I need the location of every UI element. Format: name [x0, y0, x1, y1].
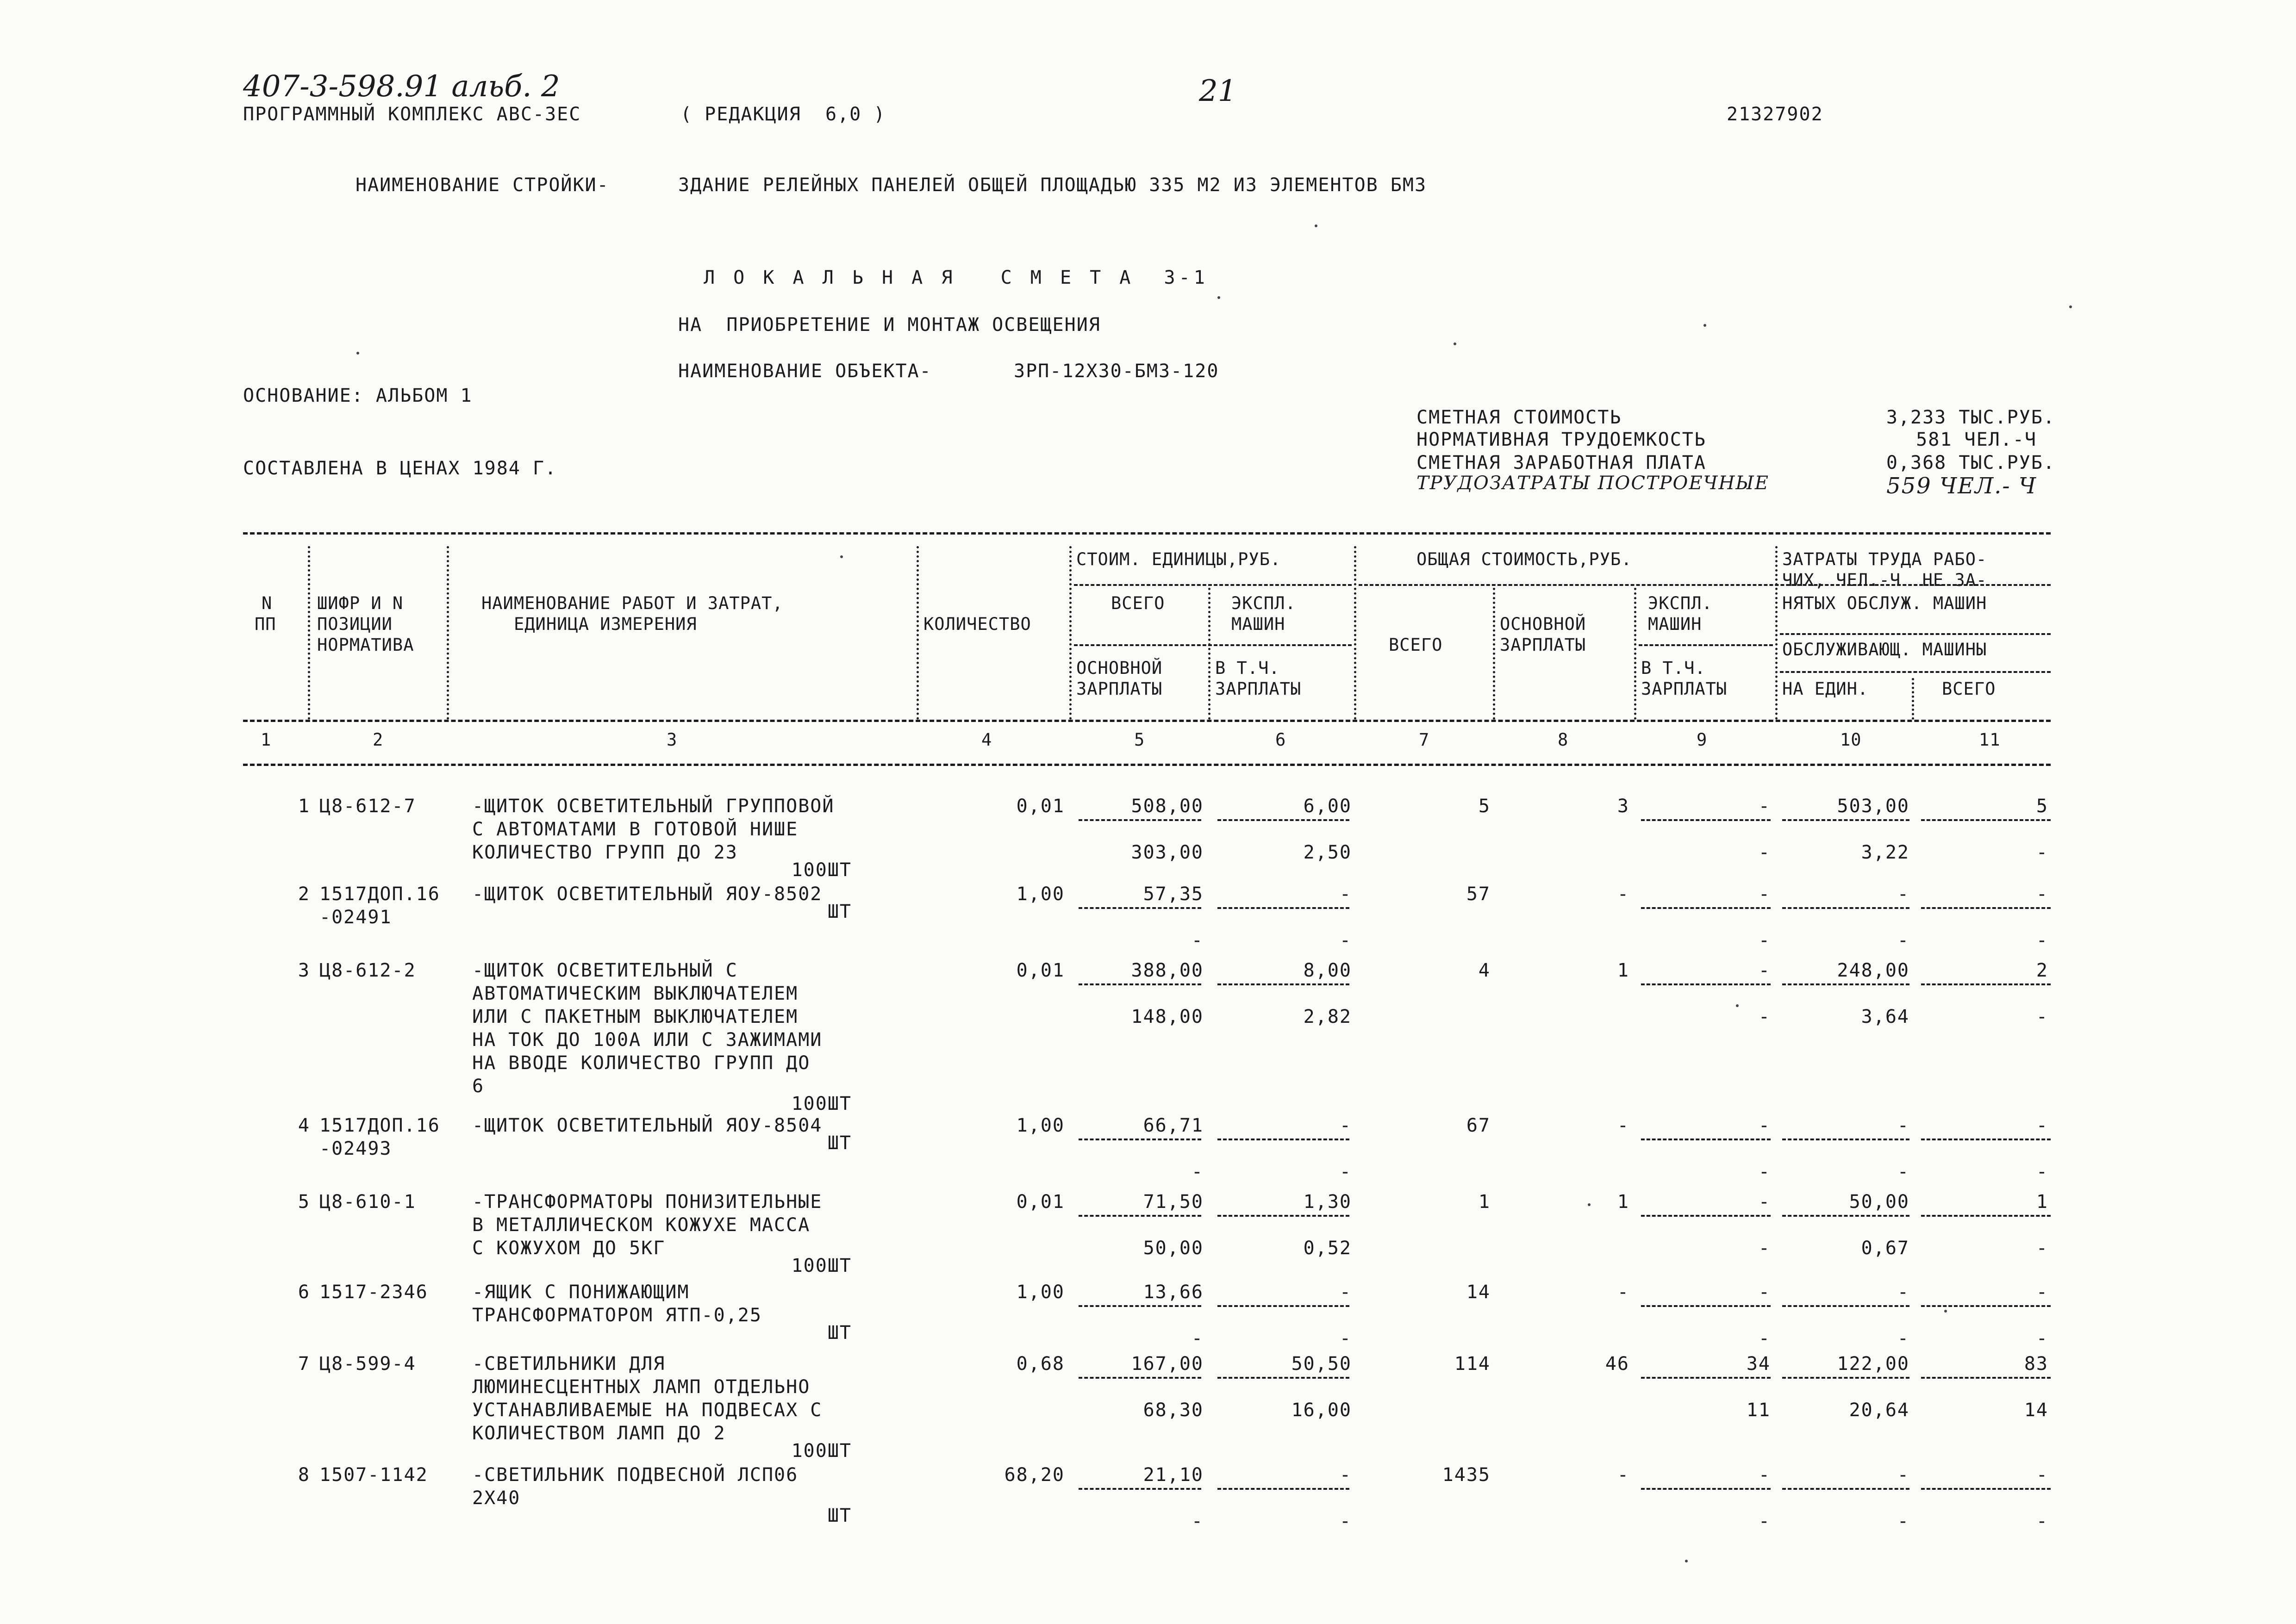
object-value: ЗРП-12Х30-БМЗ-120 [1014, 361, 1219, 382]
header-base-salary: ОСНОВНОЙ [1076, 658, 1163, 678]
header-base-salary: ЗАРПЛАТЫ [1076, 679, 1163, 699]
row-name: -ЩИТОК ОСВЕТИТЕЛЬНЫЙ ЯОУ-8504 [472, 1115, 823, 1136]
row-total: 1435 [1442, 1464, 1491, 1486]
header-rule [1639, 644, 1773, 646]
row-code: 1507-1142 [319, 1464, 428, 1486]
row-incl-salary: - [1758, 1511, 1771, 1532]
row-incl-salary: - [1758, 1238, 1771, 1259]
row-quantity: 68,20 [1004, 1464, 1065, 1486]
row-total: 1 [1478, 1191, 1491, 1213]
summary-label: СМЕТНАЯ СТОИМОСТЬ [1416, 407, 1622, 428]
row-subtotal-rule [1641, 907, 1771, 909]
row-unit: ШТ [827, 1322, 852, 1344]
row-code: Ц8-612-7 [319, 796, 416, 817]
row-labor-total: 1 [2036, 1191, 2048, 1213]
row-unit-machines: 6,00 [1303, 796, 1352, 817]
row-labor-unit: 248,00 [1837, 960, 1909, 981]
row-labor-unit: 50,00 [1849, 1191, 1909, 1213]
column-number: 2 [373, 730, 384, 750]
column-number: 5 [1134, 730, 1145, 750]
row-name: ЛЮМИНЕСЦЕНТНЫХ ЛАМП ОТДЕЛЬНО [472, 1376, 811, 1398]
column-separator [1354, 546, 1356, 720]
row-unit: ШТ [827, 1132, 852, 1154]
row-labor-machines-unit: - [1897, 1511, 1909, 1532]
row-quantity: 0,01 [1016, 1191, 1065, 1213]
row-subtotal-rule [1079, 1139, 1201, 1140]
header-machines: МАШИН [1648, 614, 1702, 634]
row-subtotal-rule [1641, 1139, 1771, 1140]
header-rule [1780, 671, 2051, 673]
row-labor-machines-unit: - [1897, 1328, 1909, 1349]
header-work-unit: ЕДИНИЦА ИЗМЕРЕНИЯ [514, 614, 697, 634]
row-unit-machines: - [1339, 1115, 1352, 1136]
row-number: 4 [298, 1115, 310, 1136]
row-machines: - [1758, 1115, 1771, 1136]
row-quantity: 0,68 [1016, 1353, 1065, 1375]
row-labor-total: 2 [2036, 960, 2048, 981]
row-unit-machines: 50,50 [1291, 1353, 1352, 1375]
row-labor-unit: - [1897, 1282, 1909, 1303]
header-total-all: ВСЕГО [1389, 635, 1443, 655]
row-quantity: 0,01 [1016, 960, 1065, 981]
row-unit-total: 508,00 [1131, 796, 1204, 817]
document-number: 21327902 [1727, 104, 1823, 125]
row-labor-machines-total: - [2036, 1328, 2048, 1349]
row-unit-machines: - [1339, 1282, 1352, 1303]
row-name: -ЩИТОК ОСВЕТИТЕЛЬНЫЙ ЯОУ-8502 [472, 884, 823, 905]
row-subtotal-rule [1079, 983, 1201, 985]
row-subtotal-rule [1782, 1488, 1909, 1490]
header-base-salary: ЗАРПЛАТЫ [1500, 635, 1586, 655]
column-numbers-rule [243, 764, 2051, 766]
header-code: НОРМАТИВА [317, 635, 414, 655]
row-subtotal-rule [1782, 1215, 1909, 1217]
row-unit-base-salary: - [1191, 1161, 1204, 1182]
column-separator [1493, 588, 1495, 720]
row-name: -СВЕТИЛЬНИКИ ДЛЯ [472, 1353, 666, 1375]
header-quantity: КОЛИЧЕСТВО [923, 614, 1031, 634]
row-quantity: 1,00 [1016, 1282, 1065, 1303]
column-number: 8 [1558, 730, 1569, 750]
row-base-salary: 1 [1617, 960, 1629, 981]
row-base-salary: - [1617, 884, 1629, 905]
scan-speck [1736, 1004, 1739, 1007]
column-separator [1775, 546, 1778, 720]
row-incl-salary: - [1758, 930, 1771, 951]
row-labor-machines-total: 14 [2024, 1400, 2048, 1421]
row-unit-base-salary: 148,00 [1131, 1006, 1204, 1027]
row-subtotal-rule [1079, 1488, 1201, 1490]
header-labor-total: ВСЕГО [1942, 679, 1996, 699]
summary-label: СМЕТНАЯ ЗАРАБОТНАЯ ПЛАТА [1416, 452, 1706, 473]
header-bottom-rule [243, 720, 2051, 722]
row-name: АВТОМАТИЧЕСКИМ ВЫКЛЮЧАТЕЛЕМ [472, 983, 799, 1004]
row-labor-machines-unit: 0,67 [1861, 1238, 1909, 1259]
row-labor-machines-unit: - [1897, 1161, 1909, 1182]
row-code: Ц8-610-1 [319, 1191, 416, 1213]
row-number: 6 [298, 1282, 310, 1303]
row-name: -ЩИТОК ОСВЕТИТЕЛЬНЫЙ ГРУППОВОЙ [472, 796, 835, 817]
header-rule [1074, 644, 1352, 646]
header-machines: МАШИН [1231, 614, 1285, 634]
row-name: КОЛИЧЕСТВО ГРУПП ДО 23 [472, 842, 738, 863]
row-unit: ШТ [827, 901, 852, 922]
row-subtotal-rule [1079, 819, 1201, 821]
row-code: 1517ДОП.16 [319, 1115, 440, 1136]
row-name: НА ВВОДЕ КОЛИЧЕСТВО ГРУПП ДО [472, 1052, 811, 1074]
row-name: -ЯЩИК С ПОНИЖАЮЩИМ [472, 1282, 690, 1303]
row-code: -02491 [319, 907, 392, 928]
row-labor-machines-unit: 3,64 [1861, 1006, 1909, 1027]
scan-speck [1588, 1203, 1591, 1206]
row-unit-incl-salary: 2,50 [1303, 842, 1352, 863]
object-label: НАИМЕНОВАНИЕ ОБЪЕКТА- [678, 361, 932, 382]
row-base-salary: - [1617, 1282, 1629, 1303]
row-unit: 100ШТ [791, 859, 852, 881]
row-labor-total: - [2036, 884, 2048, 905]
row-total: 5 [1478, 796, 1491, 817]
header-total-cost: ОБЩАЯ СТОИМОСТЬ,РУБ. [1416, 549, 1632, 569]
column-separator [1912, 678, 1914, 720]
row-subtotal-rule [1921, 983, 2051, 985]
edition: ( РЕДАКЦИЯ 6,0 ) [680, 104, 886, 125]
row-subtotal-rule [1782, 819, 1909, 821]
row-quantity: 1,00 [1016, 884, 1065, 905]
header-incl-salary: ЗАРПЛАТЫ [1641, 679, 1728, 699]
row-machines: - [1758, 884, 1771, 905]
row-name: -ЩИТОК ОСВЕТИТЕЛЬНЫЙ С [472, 960, 738, 981]
row-name: В МЕТАЛЛИЧЕСКОМ КОЖУХЕ МАССА [472, 1214, 811, 1236]
row-total: 14 [1466, 1282, 1491, 1303]
header-code: ПОЗИЦИИ [317, 614, 393, 634]
summary-label-handwritten: ТРУДОЗАТРАТЫ ПОСТРОЕЧНЫЕ [1416, 473, 1769, 494]
row-subtotal-rule [1641, 983, 1771, 985]
row-unit-total: 167,00 [1131, 1353, 1204, 1375]
header-machines: ЭКСПЛ. [1648, 593, 1713, 613]
column-number: 7 [1419, 730, 1430, 750]
row-unit: ШТ [827, 1505, 852, 1526]
row-subtotal-rule [1641, 1215, 1771, 1217]
header-work-name: НАИМЕНОВАНИЕ РАБОТ И ЗАТРАТ, [481, 593, 783, 613]
row-labor-total: - [2036, 1115, 2048, 1136]
row-unit-total: 71,50 [1143, 1191, 1204, 1213]
scan-speck [1685, 1560, 1688, 1562]
row-subtotal-rule [1921, 819, 2051, 821]
row-code: Ц8-612-2 [319, 960, 416, 981]
header-labor: НЯТЫХ ОБСЛУЖ. МАШИН [1782, 593, 1987, 613]
row-unit-incl-salary: 16,00 [1291, 1400, 1352, 1421]
row-subtotal-rule [1079, 1377, 1201, 1379]
row-labor-unit: - [1897, 1464, 1909, 1486]
row-base-salary: - [1617, 1115, 1629, 1136]
row-name: С КОЖУХОМ ДО 5КГ [472, 1238, 666, 1259]
row-labor-machines-total: - [2036, 930, 2048, 951]
table-top-rule [243, 532, 2051, 535]
row-total: 4 [1478, 960, 1491, 981]
row-subtotal-rule [1217, 1305, 1349, 1307]
row-labor-total: - [2036, 1464, 2048, 1486]
row-subtotal-rule [1921, 907, 2051, 909]
row-unit-base-salary: 303,00 [1131, 842, 1204, 863]
row-unit: 100ШТ [791, 1255, 852, 1276]
row-unit: 100ШТ [791, 1440, 852, 1462]
row-incl-salary: 11 [1746, 1400, 1771, 1421]
row-subtotal-rule [1217, 907, 1349, 909]
row-labor-machines-unit: - [1897, 930, 1909, 951]
row-machines: - [1758, 1191, 1771, 1213]
scan-speck [1944, 1310, 1947, 1313]
row-labor-unit: - [1897, 1115, 1909, 1136]
row-incl-salary: - [1758, 1161, 1771, 1182]
column-separator [1634, 588, 1636, 720]
row-subtotal-rule [1641, 1488, 1771, 1490]
row-unit-base-salary: 68,30 [1143, 1400, 1204, 1421]
row-labor-unit: - [1897, 884, 1909, 905]
row-subtotal-rule [1217, 1215, 1349, 1217]
row-unit-total: 13,66 [1143, 1282, 1204, 1303]
construction-value: ЗДАНИЕ РЕЛЕЙНЫХ ПАНЕЛЕЙ ОБЩЕЙ ПЛОЩАДЬЮ 335 М2 ИЗ ЭЛЕМЕНТОВ БМЗ [678, 174, 1427, 196]
scan-speck [1703, 324, 1706, 327]
row-number: 3 [298, 960, 310, 981]
page-number: 21 [1199, 74, 1237, 108]
row-unit-total: 57,35 [1143, 884, 1204, 905]
row-subtotal-rule [1641, 819, 1771, 821]
row-unit-machines: - [1339, 884, 1352, 905]
row-labor-machines-unit: 3,22 [1861, 842, 1909, 863]
row-subtotal-rule [1782, 907, 1909, 909]
row-incl-salary: - [1758, 1006, 1771, 1027]
row-base-salary: 1 [1617, 1191, 1629, 1213]
row-name: 6 [472, 1076, 485, 1097]
summary-label: НОРМАТИВНАЯ ТРУДОЕМКОСТЬ [1416, 429, 1706, 450]
software-name: ПРОГРАММНЫЙ КОМПЛЕКС АВС-ЗЕС [243, 104, 581, 125]
header-labor: ЧИХ, ЧЕЛ.-Ч НЕ ЗА- [1782, 570, 1987, 590]
column-separator [1208, 588, 1210, 720]
row-unit-base-salary: 50,00 [1143, 1238, 1204, 1259]
column-number: 9 [1697, 730, 1708, 750]
column-separator [447, 546, 449, 720]
header-incl-salary: В Т.Ч. [1215, 658, 1280, 678]
header-rule [1074, 584, 1352, 586]
header-total: ВСЕГО [1111, 593, 1165, 613]
header-n: N [262, 593, 273, 613]
row-code: Ц8-599-4 [319, 1353, 416, 1375]
row-unit-incl-salary: - [1339, 930, 1352, 951]
row-name: ТРАНСФОРМАТОРОМ ЯТП-0,25 [472, 1305, 762, 1326]
row-code: 1517ДОП.16 [319, 884, 440, 905]
row-labor-unit: 122,00 [1837, 1353, 1909, 1375]
row-subtotal-rule [1782, 983, 1909, 985]
row-name: С АВТОМАТАМИ В ГОТОВОЙ НИШЕ [472, 819, 799, 840]
row-name: ИЛИ С ПАКЕТНЫМ ВЫКЛЮЧАТЕЛЕМ [472, 1006, 799, 1027]
row-number: 8 [298, 1464, 310, 1486]
price-basis: СОСТАВЛЕНА В ЦЕНАХ 1984 Г. [243, 458, 557, 479]
row-code: 1517-2346 [319, 1282, 428, 1303]
row-labor-total: 83 [2024, 1353, 2048, 1375]
header-rule [1780, 633, 2051, 635]
header-unit-cost: СТОИМ. ЕДИНИЦЫ,РУБ. [1076, 549, 1281, 569]
row-total: 57 [1466, 884, 1491, 905]
column-number: 4 [981, 730, 992, 750]
estimate-title: Л О К А Л Ь Н А Я С М Е Т А 3-1 [704, 267, 1209, 288]
summary-value: 3,233 ТЫС.РУБ. [1886, 407, 2055, 428]
header-labor: ЗАТРАТЫ ТРУДА РАБО- [1782, 549, 1987, 569]
row-number: 1 [298, 796, 310, 817]
row-labor-machines-total: - [2036, 842, 2048, 863]
row-labor-machines-unit: 20,64 [1849, 1400, 1909, 1421]
row-machines: 34 [1746, 1353, 1771, 1375]
row-subtotal-rule [1079, 907, 1201, 909]
row-machines: - [1758, 1282, 1771, 1303]
row-labor-machines-total: - [2036, 1511, 2048, 1532]
header-machines: ЭКСПЛ. [1231, 593, 1296, 613]
row-unit-total: 66,71 [1143, 1115, 1204, 1136]
row-subtotal-rule [1641, 1377, 1771, 1379]
construction-label: НАИМЕНОВАНИЕ СТРОЙКИ- [356, 174, 609, 196]
header-incl-salary: В Т.Ч. [1641, 658, 1706, 678]
row-quantity: 0,01 [1016, 796, 1065, 817]
column-number: 3 [667, 730, 678, 750]
row-unit-machines: 1,30 [1303, 1191, 1352, 1213]
scan-speck [1454, 342, 1456, 345]
row-unit-machines: 8,00 [1303, 960, 1352, 981]
row-name: УСТАНАВЛИВАЕМЫЕ НА ПОДВЕСАХ С [472, 1400, 823, 1421]
header-pp: ПП [255, 614, 276, 634]
row-base-salary: 3 [1617, 796, 1629, 817]
row-number: 7 [298, 1353, 310, 1375]
estimate-subtitle: НА ПРИОБРЕТЕНИЕ И МОНТАЖ ОСВЕЩЕНИЯ [678, 314, 1101, 336]
row-subtotal-rule [1641, 1305, 1771, 1307]
row-name: -СВЕТИЛЬНИК ПОДВЕСНОЙ ЛСП06 [472, 1464, 799, 1486]
row-unit-total: 21,10 [1143, 1464, 1204, 1486]
row-labor-machines-total: - [2036, 1238, 2048, 1259]
scan-speck [840, 555, 843, 558]
row-base-salary: - [1617, 1464, 1629, 1486]
row-subtotal-rule [1217, 983, 1349, 985]
summary-value: 0,368 ТЫС.РУБ. [1886, 452, 2055, 473]
header-per-unit: НА ЕДИН. [1782, 679, 1869, 699]
row-labor-machines-total: - [2036, 1161, 2048, 1182]
row-unit-base-salary: - [1191, 1511, 1204, 1532]
row-unit-total: 388,00 [1131, 960, 1204, 981]
column-number: 11 [1979, 730, 2001, 750]
row-subtotal-rule [1921, 1377, 2051, 1379]
row-number: 2 [298, 884, 310, 905]
row-base-salary: 46 [1605, 1353, 1629, 1375]
row-subtotal-rule [1782, 1377, 1909, 1379]
row-machines: - [1758, 960, 1771, 981]
row-subtotal-rule [1217, 819, 1349, 821]
header-labor-machines: ОБСЛУЖИВАЮЩ. МАШИНЫ [1782, 640, 1987, 660]
row-machines: - [1758, 796, 1771, 817]
header-code: ШИФР И N [317, 593, 404, 613]
row-subtotal-rule [1921, 1215, 2051, 1217]
column-separator [1069, 546, 1072, 720]
column-number: 10 [1840, 730, 1862, 750]
row-total: 67 [1466, 1115, 1491, 1136]
row-subtotal-rule [1217, 1488, 1349, 1490]
row-name: 2Х40 [472, 1487, 521, 1509]
row-number: 5 [298, 1191, 310, 1213]
column-number: 1 [261, 730, 272, 750]
row-name: -ТРАНСФОРМАТОРЫ ПОНИЗИТЕЛЬНЫЕ [472, 1191, 823, 1213]
scan-speck [1217, 296, 1220, 299]
row-subtotal-rule [1217, 1377, 1349, 1379]
scan-speck [2069, 305, 2072, 308]
row-code: -02493 [319, 1138, 392, 1159]
column-separator [917, 546, 919, 720]
row-subtotal-rule [1782, 1139, 1909, 1140]
row-name: КОЛИЧЕСТВОМ ЛАМП ДО 2 [472, 1423, 726, 1444]
row-incl-salary: - [1758, 1328, 1771, 1349]
row-unit-base-salary: - [1191, 1328, 1204, 1349]
row-labor-total: 5 [2036, 796, 2048, 817]
summary-value: 581 ЧЕЛ.-Ч [1916, 429, 2037, 450]
handwritten-album-code: 407-3-598.91 альб. 2 [243, 69, 560, 104]
row-subtotal-rule [1921, 1139, 2051, 1140]
scan-speck [1315, 224, 1317, 227]
row-unit-incl-salary: 2,82 [1303, 1006, 1352, 1027]
row-name: НА ТОК ДО 100А ИЛИ С ЗАЖИМАМИ [472, 1029, 823, 1051]
row-unit-incl-salary: - [1339, 1161, 1352, 1182]
row-total: 114 [1454, 1353, 1491, 1375]
row-subtotal-rule [1921, 1305, 2051, 1307]
row-incl-salary: - [1758, 842, 1771, 863]
column-separator [308, 546, 310, 720]
scan-speck [356, 352, 359, 355]
header-base-salary: ОСНОВНОЙ [1500, 614, 1586, 634]
row-labor-unit: 503,00 [1837, 796, 1909, 817]
row-quantity: 1,00 [1016, 1115, 1065, 1136]
row-unit-incl-salary: 0,52 [1303, 1238, 1352, 1259]
row-unit-incl-salary: - [1339, 1328, 1352, 1349]
row-unit-incl-salary: - [1339, 1511, 1352, 1532]
row-labor-machines-total: - [2036, 1006, 2048, 1027]
row-unit: 100ШТ [791, 1093, 852, 1114]
row-labor-total: - [2036, 1282, 2048, 1303]
row-subtotal-rule [1079, 1305, 1201, 1307]
row-unit-machines: - [1339, 1464, 1352, 1486]
row-machines: - [1758, 1464, 1771, 1486]
header-incl-salary: ЗАРПЛАТЫ [1215, 679, 1302, 699]
row-subtotal-rule [1217, 1139, 1349, 1140]
summary-value-handwritten: 559 ЧЕЛ.- Ч [1886, 473, 2037, 499]
row-subtotal-rule [1782, 1305, 1909, 1307]
row-unit-base-salary: - [1191, 930, 1204, 951]
row-subtotal-rule [1079, 1215, 1201, 1217]
column-number: 6 [1275, 730, 1286, 750]
row-subtotal-rule [1921, 1488, 2051, 1490]
basis: ОСНОВАНИЕ: АЛЬБОМ 1 [243, 385, 473, 406]
